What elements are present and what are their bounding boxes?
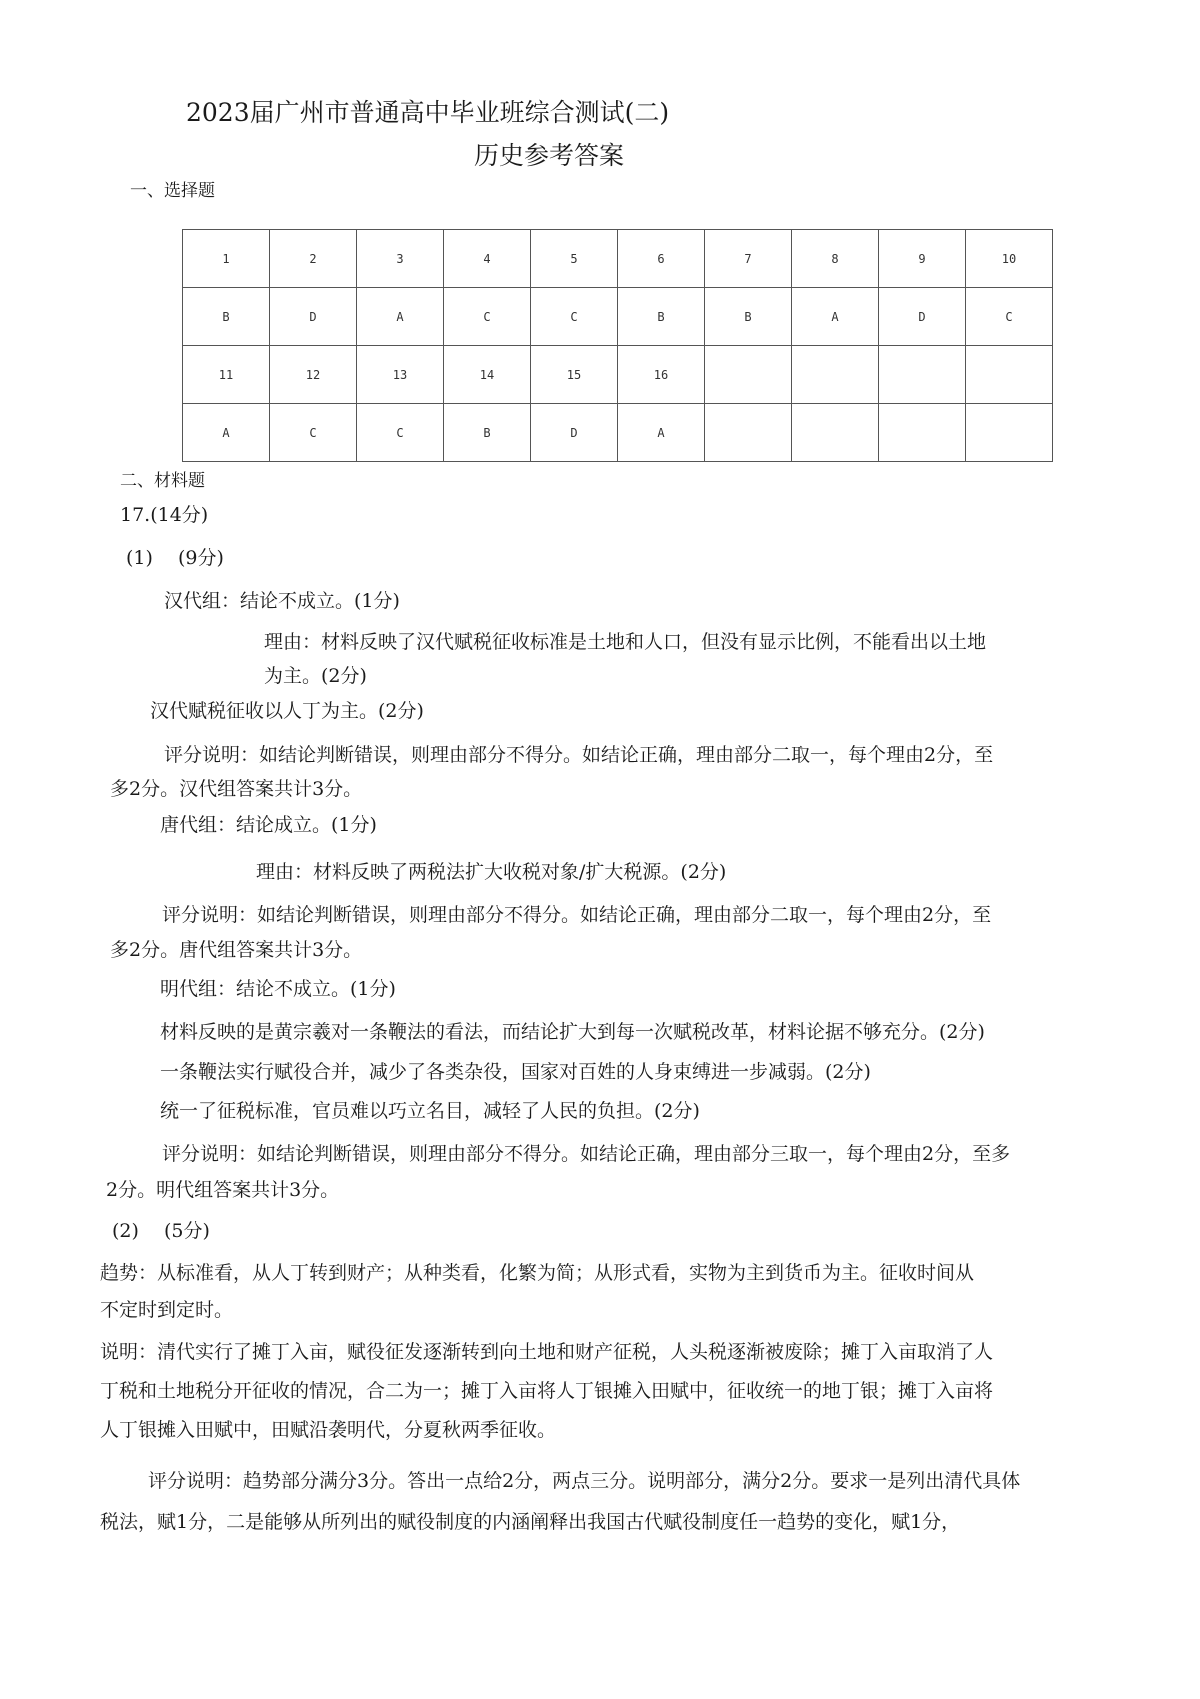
question-number-cell (792, 346, 879, 404)
answer-table (182, 229, 1053, 462)
answer-table-row (183, 346, 1053, 404)
answer-cell: C (444, 288, 531, 346)
answer-cell (879, 404, 966, 462)
answer-cell: C (531, 288, 618, 346)
section-heading-choice: 一、选择题 (130, 181, 215, 201)
ming-group-conclusion: 明代组：结论不成立。(1分) (160, 978, 396, 1000)
answer-cell: C (966, 288, 1053, 346)
answer-table-body (183, 230, 1053, 462)
answer-cell: C (270, 404, 357, 462)
ming-group-reason-1: 材料反映的是黄宗羲对一条鞭法的看法，而结论扩大到每一次赋税改革，材料论据不够充分。(2分) (160, 1021, 985, 1043)
question-number-cell: 10 (966, 230, 1053, 288)
document-subtitle: 历史参考答案 (474, 141, 625, 170)
question-number-cell: 1 (183, 230, 270, 288)
sub-question-1-heading: (1) (9分) (126, 547, 224, 569)
explanation-line2: 丁税和土地税分开征收的情况，合二为一；摊丁入亩将人丁银摊入田赋中，征收统一的地丁银；摊丁入亩将 (100, 1380, 994, 1402)
han-group-reason-line2: 为主。(2分) (264, 665, 367, 687)
question-number-cell (879, 346, 966, 404)
final-scoring-note-line2: 税法，赋1分，二是能够从所列出的赋役制度的内涵阐释出我国古代赋役制度任一趋势的变化，赋1分， (100, 1511, 961, 1533)
question-number-cell: 15 (531, 346, 618, 404)
question-number-cell: 2 (270, 230, 357, 288)
question-number-cell: 4 (444, 230, 531, 288)
answer-cell: B (183, 288, 270, 346)
answer-cell: B (444, 404, 531, 462)
tang-group-conclusion: 唐代组：结论成立。(1分) (160, 814, 377, 836)
answer-cell (792, 404, 879, 462)
answer-cell: A (792, 288, 879, 346)
answer-cell: B (618, 288, 705, 346)
question-number-cell: 14 (444, 346, 531, 404)
answer-cell: A (618, 404, 705, 462)
final-scoring-note-line1: 评分说明：趋势部分满分3分。答出一点给2分，两点三分。说明部分，满分2分。要求一是列出清代具体 (148, 1470, 1021, 1492)
question-17-heading: 17.(14分) (120, 504, 209, 526)
han-scoring-note-line2: 多2分。汉代组答案共计3分。 (110, 778, 363, 800)
question-number-cell: 7 (705, 230, 792, 288)
section-heading-material: 二、材料题 (120, 471, 205, 491)
question-number-cell (705, 346, 792, 404)
answer-cell (705, 404, 792, 462)
answer-table-row (183, 288, 1053, 346)
question-number-cell: 3 (357, 230, 444, 288)
ming-scoring-note-line2: 2分。明代组答案共计3分。 (106, 1179, 340, 1201)
ming-group-reason-3: 统一了征税标准，官员难以巧立名目，减轻了人民的负担。(2分) (160, 1100, 700, 1122)
han-group-reason-line1: 理由：材料反映了汉代赋税征收标准是土地和人口，但没有显示比例，不能看出以土地 (264, 631, 987, 653)
document-title: 2023届广州市普通高中毕业班综合测试(二) (186, 98, 670, 127)
question-number-cell: 5 (531, 230, 618, 288)
trend-answer-line2: 不定时到定时。 (100, 1299, 234, 1321)
answer-cell: D (879, 288, 966, 346)
han-scoring-note-line1: 评分说明：如结论判断错误，则理由部分不得分。如结论正确，理由部分二取一，每个理由2分，至 (164, 744, 994, 766)
question-number-cell: 16 (618, 346, 705, 404)
answer-cell: D (270, 288, 357, 346)
trend-answer-line1: 趋势：从标准看，从人丁转到财产；从种类看，化繁为简；从形式看，实物为主到货币为主。征收时间从 (100, 1262, 975, 1284)
tang-scoring-note-line1: 评分说明：如结论判断错误，则理由部分不得分。如结论正确，理由部分二取一，每个理由2分，至 (162, 904, 992, 926)
answer-cell (966, 404, 1053, 462)
answer-cell: D (531, 404, 618, 462)
answer-cell: A (183, 404, 270, 462)
han-group-point: 汉代赋税征收以人丁为主。(2分) (150, 700, 424, 722)
answer-cell: A (357, 288, 444, 346)
sub-question-2-heading: (2) (5分) (112, 1220, 210, 1242)
question-number-cell: 8 (792, 230, 879, 288)
ming-scoring-note-line1: 评分说明：如结论判断错误，则理由部分不得分。如结论正确，理由部分三取一，每个理由2分，至多 (162, 1143, 1011, 1165)
tang-group-reason: 理由：材料反映了两税法扩大收税对象/扩大税源。(2分) (256, 861, 727, 883)
question-number-cell: 9 (879, 230, 966, 288)
question-number-cell: 12 (270, 346, 357, 404)
answer-table-row (183, 230, 1053, 288)
answer-cell: B (705, 288, 792, 346)
han-group-conclusion: 汉代组：结论不成立。(1分) (164, 590, 400, 612)
question-number-cell: 13 (357, 346, 444, 404)
answer-table-row (183, 404, 1053, 462)
tang-scoring-note-line2: 多2分。唐代组答案共计3分。 (110, 939, 363, 961)
ming-group-reason-2: 一条鞭法实行赋役合并，减少了各类杂役，国家对百姓的人身束缚进一步减弱。(2分) (160, 1061, 871, 1083)
answer-cell: C (357, 404, 444, 462)
question-number-cell (966, 346, 1053, 404)
explanation-line3: 人丁银摊入田赋中，田赋沿袭明代，分夏秋两季征收。 (100, 1419, 557, 1441)
question-number-cell: 6 (618, 230, 705, 288)
question-number-cell: 11 (183, 346, 270, 404)
explanation-line1: 说明：清代实行了摊丁入亩，赋役征发逐渐转到向土地和财产征税，人头税逐渐被废除；摊丁入亩取消了人 (100, 1341, 994, 1363)
